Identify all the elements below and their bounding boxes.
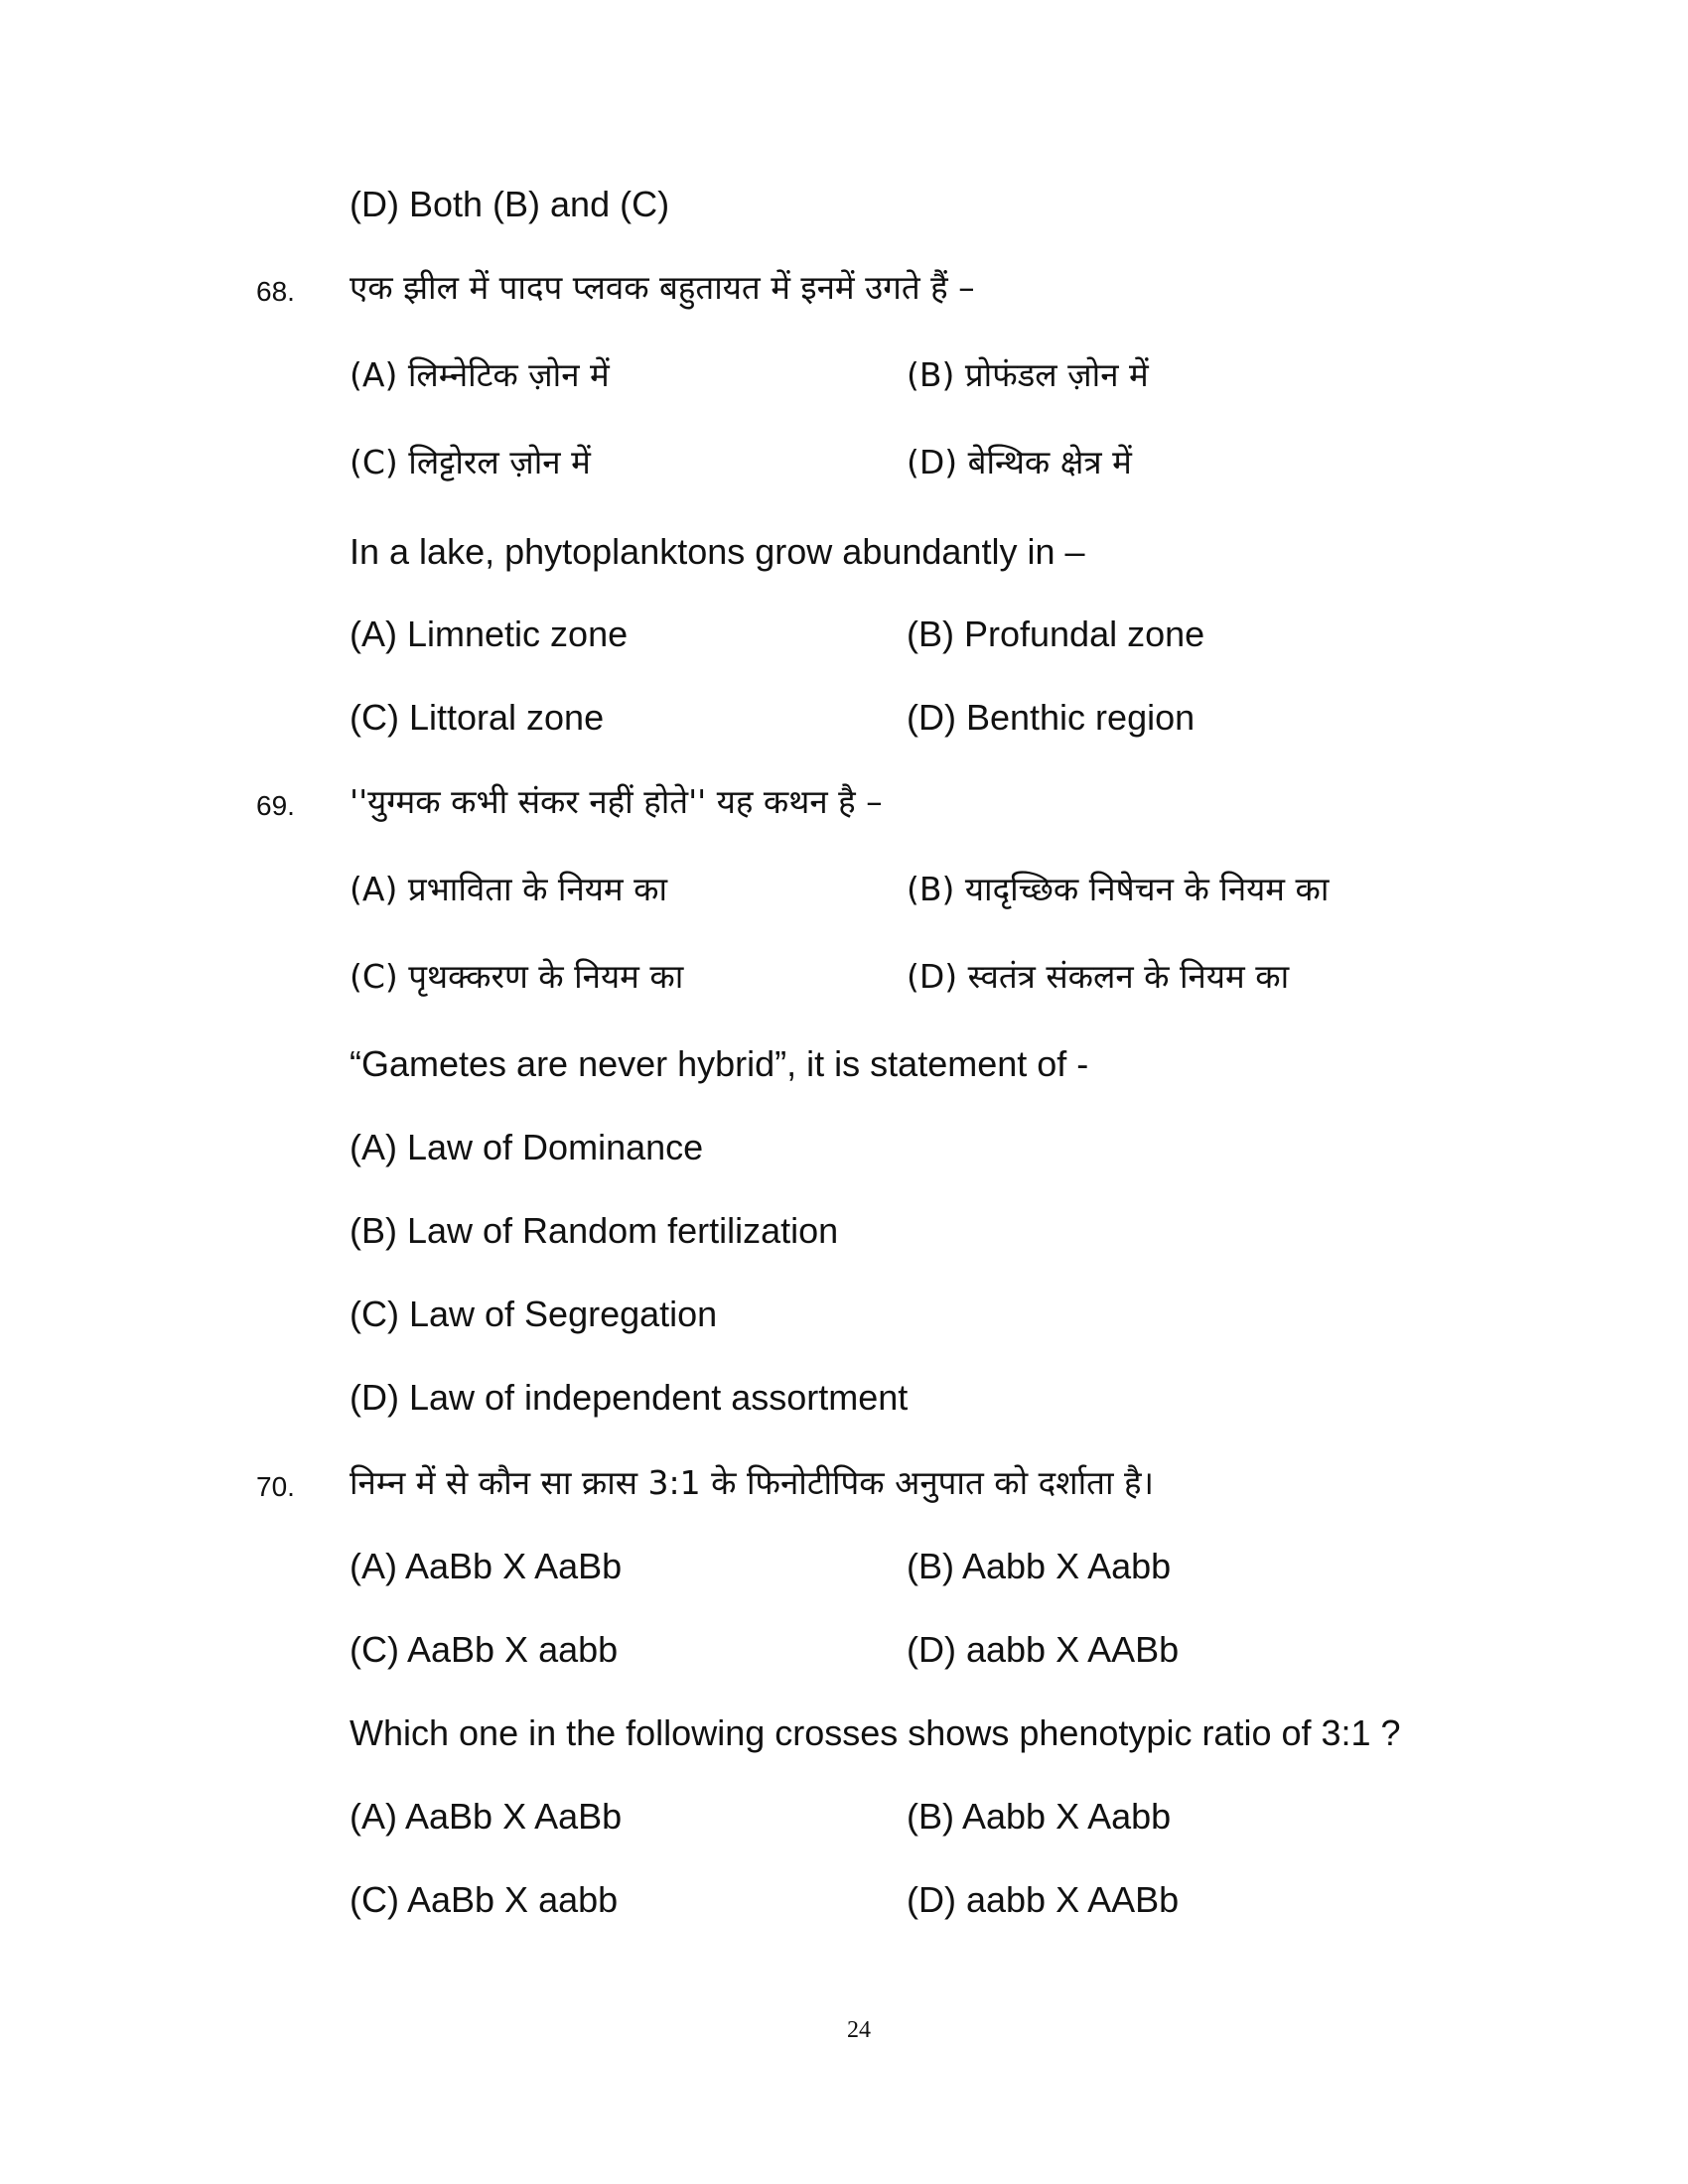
option-c-english: (C) AaBb X aabb [350,1879,619,1920]
option-b-hindi: (B) यादृच्छिक निषेचन के नियम का [907,870,1330,908]
question-stem-english: “Gametes are never hybrid”, it is statement of - [350,1043,1089,1084]
question-stem-english: Which one in the following crosses shows phenotypic ratio of 3:1 ? [350,1712,1401,1753]
option-c-hindi: (C) पृथक्करण के नियम का [350,957,684,996]
option-a-hindi: (A) प्रभाविता के नियम का [350,870,668,908]
option-b-hindi: (B) प्रोफंडल ज़ोन में [907,355,1149,394]
option-b-english: (B) Law of Random fertilization [350,1210,839,1251]
option-a-english: (A) Law of Dominance [350,1127,704,1167]
question-number: 70. [256,1471,295,1502]
question-number: 68. [256,276,295,307]
option-d-hindi: (D) बेन्थिक क्षेत्र में [907,443,1132,481]
option-a-hindi: (A) लिम्नेटिक ज़ोन में [350,355,610,394]
option-d-english: (D) aabb X AABb [907,1879,1180,1920]
question-stem-english: In a lake, phytoplanktons grow abundantly in – [350,531,1085,572]
option-c-english: (C) Littoral zone [350,697,605,738]
option-b-english: (B) Profundal zone [907,614,1205,654]
option-a-hindi: (A) AaBb X AaBb [350,1546,623,1586]
option-d-hindi: (D) स्वतंत्र संकलन के नियम का [907,957,1290,996]
option-b-hindi: (B) Aabb X Aabb [907,1546,1172,1586]
option-d-hindi: (D) aabb X AABb [907,1629,1180,1670]
question-stem-hindi: एक झील में पादप प्लवक बहुतायत में इनमें उगते हैं – [350,268,975,307]
question-stem-hindi: ''युग्मक कभी संकर नहीं होते'' यह कथन है – [350,782,883,821]
option-c-english: (C) Law of Segregation [350,1294,718,1334]
carryover-option: (D) Both (B) and (C) [350,184,670,224]
option-a-english: (A) AaBb X AaBb [350,1796,623,1837]
question-number: 69. [256,790,295,821]
option-c-hindi: (C) लिट्टोरल ज़ोन में [350,443,591,481]
option-d-english: (D) Law of independent assortment [350,1377,909,1418]
option-b-english: (B) Aabb X Aabb [907,1796,1172,1837]
option-c-hindi: (C) AaBb X aabb [350,1629,619,1670]
option-d-english: (D) Benthic region [907,697,1196,738]
option-a-english: (A) Limnetic zone [350,614,629,654]
page-number: 24 [847,2017,871,2043]
question-stem-hindi: निम्न में से कौन सा क्रास 3:1 के फिनोटीपिक अनुपात को दर्शाता है। [350,1463,1155,1502]
